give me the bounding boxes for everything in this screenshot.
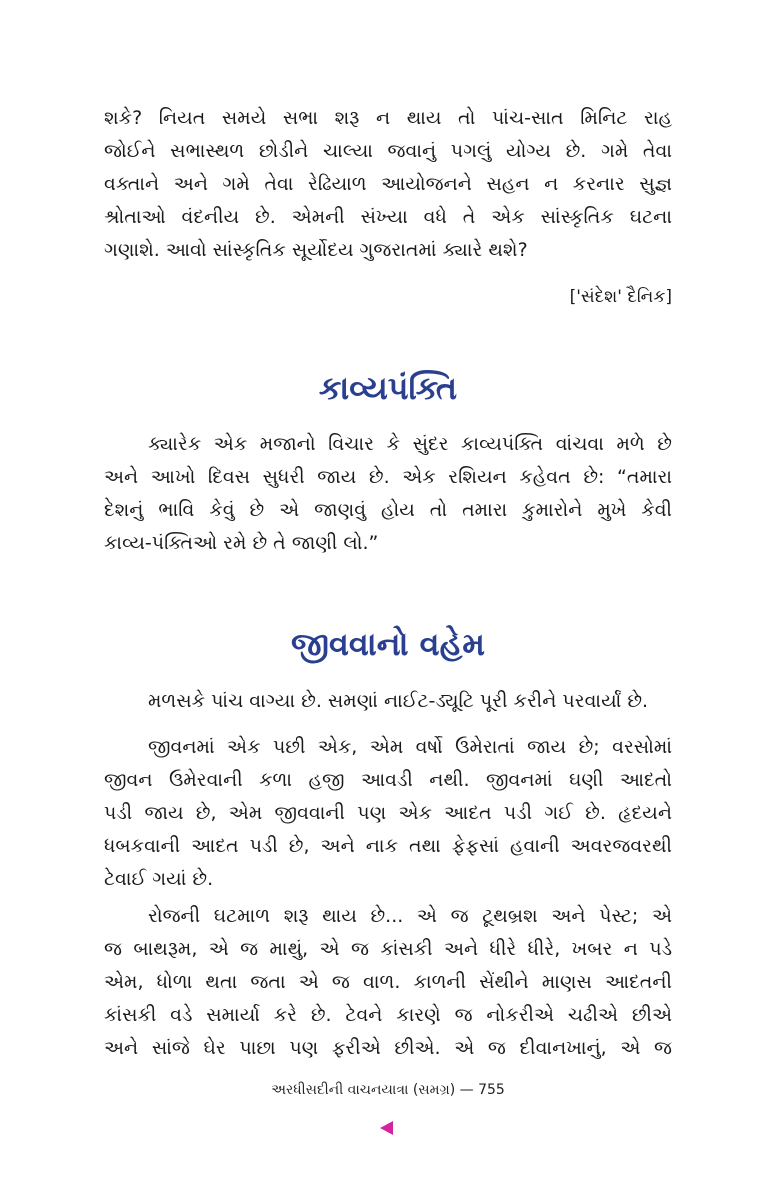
text-line: અને આખો દિવસ સુધરી જાય છે. એક રશિયન કહેવત છે: “તમારા bbox=[104, 466, 672, 488]
previous-page-arrow-icon[interactable] bbox=[380, 1121, 393, 1135]
text-line: વક્તાને અને ગમે તેવા રેઢિયાળ આયોજનને સહન ન કરનાર સુજ્ઞ bbox=[104, 173, 672, 195]
paragraph-jivanma bbox=[104, 731, 672, 896]
text-line: જીવનમાં એક પછી એક, એમ વર્ષો ઉમેરાતાં જાય છે; વરસોમાં bbox=[148, 736, 672, 758]
text-line: દેશનું ભાવિ કેવું છે એ જાણવું હોય તો તમારા કુમારોને મુખે કેવી bbox=[104, 499, 672, 521]
text-line: એમ, ધોળા થતા જતા એ જ વાળ. કાળની સેંથીને માણસ આદતની bbox=[104, 971, 672, 993]
book-page bbox=[104, 0, 672, 1199]
section-heading-jivvano-vahem: જીવવાનો વહેમ bbox=[291, 625, 485, 663]
text-line: પડી જાય છે, એમ જીવવાની પણ એક આદત પડી ગઈ છે. હૃદયને bbox=[104, 802, 672, 824]
text-line: શ્રોતાઓ વંદનીય છે. એમની સંખ્યા વધે તે એક સાંસ્કૃતિક ઘટના bbox=[104, 206, 672, 228]
paragraph-sabha bbox=[104, 102, 672, 267]
paragraph-rojni-ghatmal bbox=[104, 900, 672, 1065]
paragraph-kavyapankti bbox=[104, 428, 672, 560]
text-line: જ બાથરૂમ, એ જ માથું, એ જ કાંસકી અને ધીરે ધીરે, ખબર ન પડે bbox=[104, 938, 672, 960]
text-line: શકે? નિયત સમયે સભા શરૂ ન થાય તો પાંચ-સાત મિનિટ રાહ bbox=[104, 107, 672, 129]
text-line: મળસકે પાંચ વાગ્યા છે. સમણાં નાઈટ-ડ્યૂટિ પૂરી કરીને પરવાર્યાં છે. bbox=[148, 690, 649, 712]
text-line: જીવન ઉમેરવાની કળા હજી આવડી નથી. જીવનમાં ઘણી આદતો bbox=[104, 769, 672, 791]
text-line: ક્યારેક એક મજાનો વિચાર કે સુંદર કાવ્યપંક્તિ વાંચવા મળે છે bbox=[148, 433, 672, 455]
text-line: ગણાશે. આવો સાંસ્કૃતિક સૂર્યોદય ગુજરાતમાં ક્યારે થશે? bbox=[104, 239, 528, 261]
text-line: રોજની ઘટમાળ શરૂ થાય છે... એ જ ટૂથબ્રશ અને પેસ્ટ; એ bbox=[148, 905, 672, 927]
source-citation: ['સંદેશ' દૈનિક] bbox=[569, 287, 672, 307]
text-line: કાંસકી વડે સમાર્યા કરે છે. ટેવને કારણે જ નોકરીએ ચઢીએ છીએ bbox=[104, 1004, 672, 1026]
text-line: ધબકવાની આદત પડી છે, અને નાક તથા ફેફસાં હવાની અવરજવરથી bbox=[104, 835, 672, 857]
section-heading-kavyapankti: કાવ્યપંક્તિ bbox=[318, 369, 458, 407]
text-line: કાવ્ય-પંક્તિઓ રમે છે તે જાણી લો.” bbox=[104, 532, 379, 554]
text-line: અને સાંજે ઘેર પાછા પણ ફરીએ છીએ. એ જ દીવાનખાનું, એ જ bbox=[104, 1037, 672, 1059]
text-line: ટેવાઈ ગયાં છે. bbox=[104, 868, 214, 890]
text-line: જોઈને સભાસ્થળ છોડીને ચાલ્યા જવાનું પગલું યોગ્ય છે. ગમે તેવા bbox=[104, 140, 672, 162]
paragraph-malaske bbox=[104, 685, 672, 718]
page-footer: અરધીસદીની વાચનયાત્રા (સમગ્ર) — 755 bbox=[271, 1082, 505, 1098]
